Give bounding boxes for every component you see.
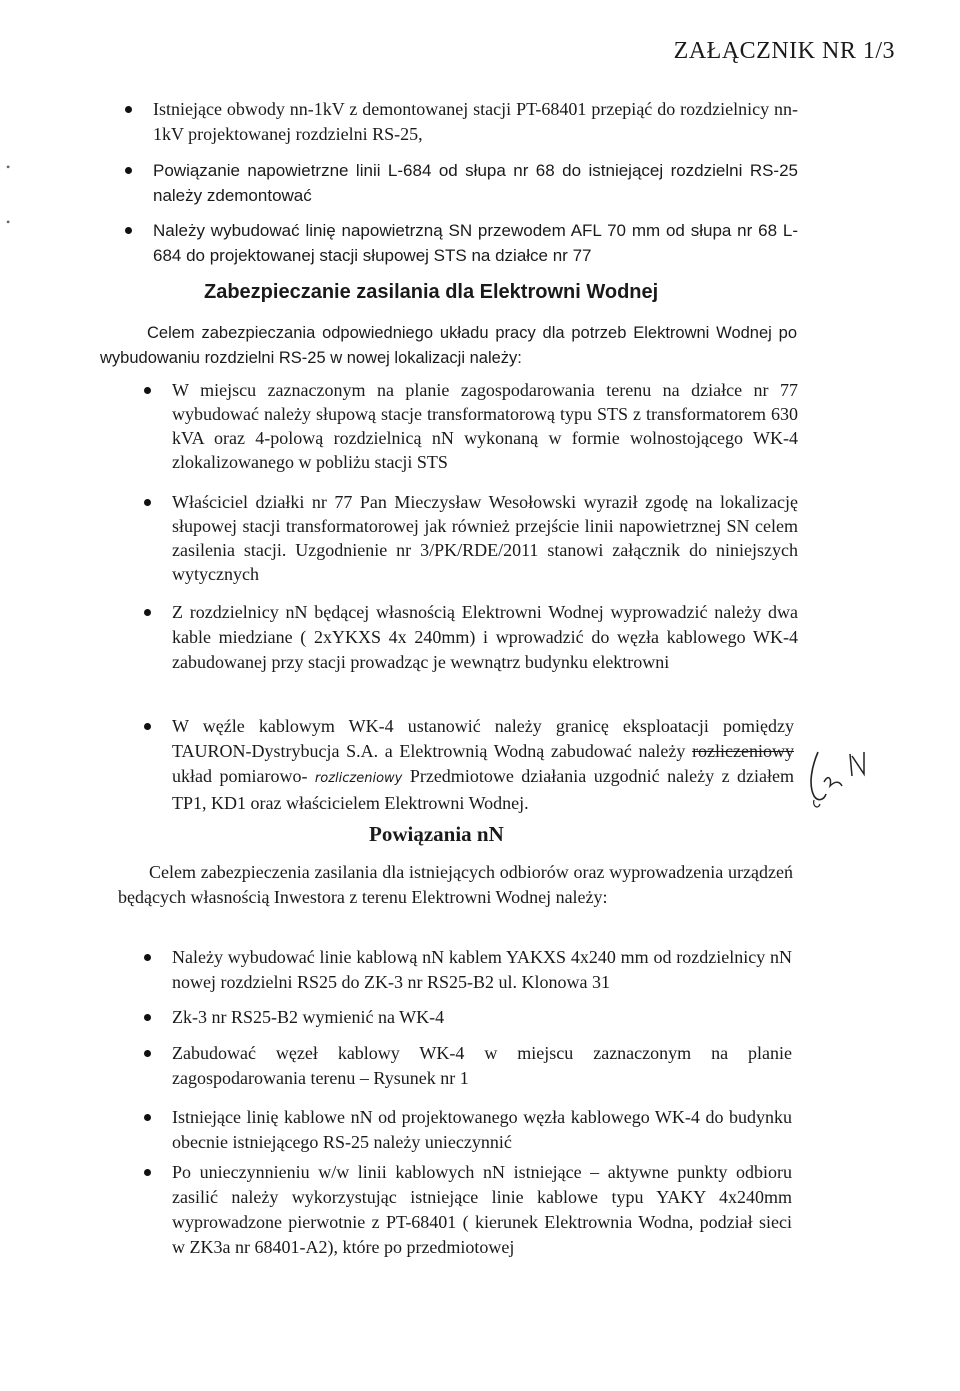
- bullet-icon: [125, 227, 132, 234]
- bullet-icon: [125, 167, 132, 174]
- list-item-text: Istniejące obwody nn-1kV z demontowanej stacji PT-68401 przepiąć do rozdzielnicy nn-1kV projektowanej rozdzielni RS-25,: [153, 99, 798, 144]
- list-item: [172, 600, 798, 675]
- list-item-text: Należy wybudować linie kablową nN kablem YAKXS 4x240 mm od rozdzielnicy nN nowej rozdzielni RS25 do ZK-3 nr RS25-B2 ul. Klonowa 31: [172, 947, 792, 992]
- list-item-text: Z rozdzielnicy nN będącej własnością Elektrowni Wodnej wyprowadzić należy dwa kable miedziane ( 2xYKXS 4x 240mm) i wprowadzić do węzła kablowego WK-4 zabudowanej przy stacji prowadząc je wewnątrz budynku elektrowni: [172, 602, 798, 672]
- list-item-text: Właściciel działki nr 77 Pan Mieczysław Wesołowski wyraził zgodę na lokalizację słupowej stacji transformatorowej jak również przejście linii napowietrznej SN celem zasilenia stacji. Uzgodnienie nr 3/PK/RDE/2011 stanowi załącznik do niniejszych wytycznych: [172, 492, 798, 584]
- signature-initials: [806, 744, 886, 814]
- bullet-icon: [144, 387, 151, 394]
- list-item: [153, 218, 798, 268]
- section-intro: Celem zabezpieczania odpowiedniego układu pracy dla potrzeb Elektrowni Wodnej po wybudowaniu rozdzielni RS-25 w nowej lokalizacji należy:: [100, 324, 797, 367]
- section-intro: Celem zabezpieczenia zasilania dla istniejących odbiorów oraz wyprowadzenia urządzeń będących własnością Inwestora z terenu Elektrowni Wodnej należy:: [118, 862, 793, 907]
- bullet-icon: [144, 1014, 151, 1021]
- section-heading: Zabezpieczanie zasilania dla Elektrowni Wodnej: [204, 281, 659, 303]
- list-item: [172, 714, 794, 816]
- bullet-icon: [144, 499, 151, 506]
- list-item: [172, 490, 798, 586]
- bullet-icon: [144, 1050, 151, 1057]
- section-heading: Powiązania nN: [369, 822, 504, 846]
- list-item: [172, 945, 792, 995]
- scan-mark: •: [6, 215, 11, 229]
- list-item-text: Powiązanie napowietrzne linii L-684 od słupa nr 68 do istniejącej rozdzielni RS-25 należy zdemontować: [153, 161, 798, 205]
- item-text-part: Przedmiotowe działania uzgodnić należy z działem TP1, KD1 oraz właścicielem Elektrowni Wodnej.: [172, 766, 795, 813]
- list-item: [153, 97, 798, 147]
- list-item-text: Należy wybudować linię napowietrzną SN przewodem AFL 70 mm od słupa nr 68 L-684 do projektowanej stacji słupowej STS na działce nr 77: [153, 221, 798, 265]
- list-item-text: Zk-3 nr RS25-B2 wymienić na WK-4: [172, 1007, 445, 1027]
- list-item: [172, 1005, 792, 1030]
- list-item: [172, 378, 798, 474]
- handwritten-correction: rozliczeniowy: [314, 771, 403, 786]
- bullet-icon: [144, 609, 151, 616]
- item-text-part: układ pomiarowo-: [172, 766, 308, 786]
- list-item-text: Zabudować węzeł kablowy WK-4 w miejscu zaznaczonym na planie zagospodarowania terenu – Rysunek nr 1: [172, 1043, 792, 1088]
- bullet-icon: [125, 106, 132, 113]
- list-item: [172, 1041, 792, 1091]
- list-item: [172, 1160, 792, 1260]
- list-item-text: Po unieczynnieniu w/w linii kablowych nN istniejące – aktywne punkty odbioru zasilić należy wykorzystując istniejące linie kablowe typu YAKY 4x240mm wyprowadzone pierwotnie z PT-68401 ( kierunek Elektrownia Wodna, podział sieci w ZK3a nr 68401-A2), które po przedmiotowej: [172, 1162, 792, 1257]
- struck-text: rozliczeniowy: [692, 741, 795, 761]
- list-item-text: Istniejące linię kablowe nN od projektowanego węzła kablowego WK-4 do budynku obecnie istniejącego RS-25 należy unieczynnić: [172, 1107, 792, 1152]
- attachment-title: ZAŁĄCZNIK NR 1/3: [673, 38, 895, 64]
- item-text-part: W węźle kablowym WK-4 ustanowić należy granicę eksploatacji pomiędzy TAURON-Dystrybucja S.A. a Elektrownią Wodną zabudować należy: [172, 716, 794, 761]
- bullet-icon: [144, 723, 151, 730]
- bullet-icon: [144, 1114, 151, 1121]
- bullet-icon: [144, 954, 151, 961]
- list-item: [172, 1105, 792, 1155]
- list-item-text: [172, 714, 794, 816]
- bullet-icon: [144, 1169, 151, 1176]
- list-item: [153, 158, 798, 208]
- scan-mark: •: [6, 160, 11, 174]
- list-item-text: W miejscu zaznaczonym na planie zagospodarowania terenu na działce nr 77 wybudować należy słupową stacje transformatorową typu STS z transformatorem 630 kVA oraz 4-polową rozdzielnicą nN wykonaną w formie wolnostojącego WK-4 zlokalizowanego w pobliżu stacji STS: [172, 380, 798, 472]
